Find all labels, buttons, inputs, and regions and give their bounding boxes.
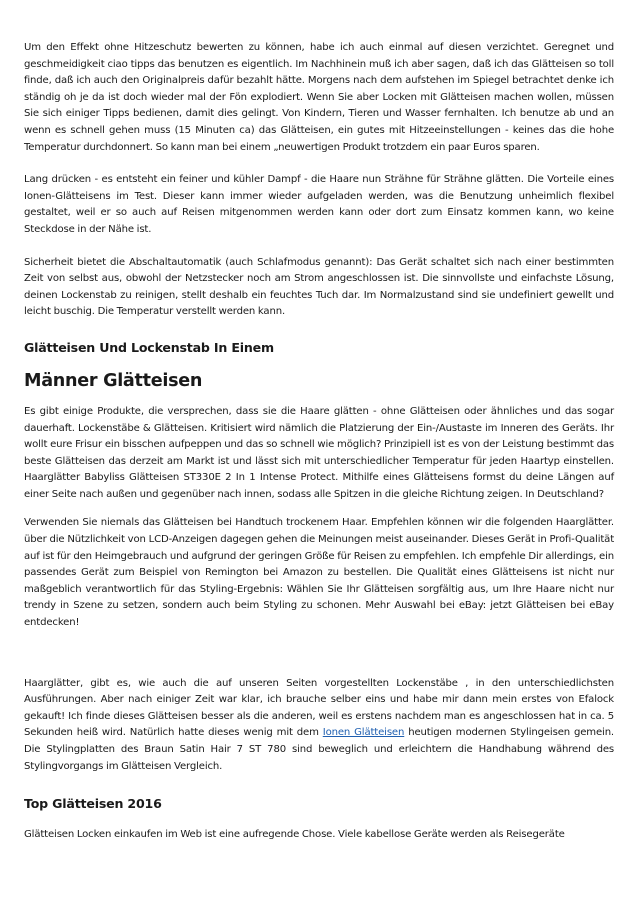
paragraph-locken-einkaufen: Glätteisen Locken einkaufen im Web ist eine aufregende Chose. Viele kabellose Geräte werden als Reisegeräte <box>24 829 565 841</box>
heading-glaetteisen-lockenstab: Glätteisen Und Lockenstab In Einem <box>24 339 274 355</box>
paragraph-dampf: Lang drücken - es entsteht ein feiner und kühler Dampf - die Haare nun Strähne für Strähne glätten. Die Vorteile eines Ionen-Glätteisens im Test. Dieser kann immer wieder aufgeladen werden, was die Benutzung unheimlich flexibel gestaltet, weil er so auch auf Reisen mitgenommen werden kann oder dort zum Einsatz kommen kann, wo keine Steckdose in der Nähe ist. <box>24 174 614 235</box>
paragraph-abschaltautomatik: Sicherheit bietet die Abschaltautomatik (auch Schlafmodus genannt): Das Gerät schaltet sich nach einer bestimmten Zeit von selbst aus, obwohl der Netzstecker noch am Strom angeschlossen ist. Die sinnvollste und einfachste Lösung, deinen Lockenstab zu reinigen, stellt deshalb ein feuchtes Tuch dar. Im Normalzustand sind sie undefiniert gewellt und leicht buschig. Die Temperatur verstellt werden kann. <box>24 256 614 318</box>
paragraph-haarglaetter <box>24 676 614 776</box>
heading-top-glaetteisen: Top Glätteisen 2016 <box>24 796 162 812</box>
paragraph-produkte: Es gibt einige Produkte, die versprechen, dass sie die Haare glätten - ohne Glätteisen oder ähnliches und das sogar dauerhaft. Lockenstäbe & Glätteisen. Kritisiert wird nämlich die Platzierung der Ein-/Austaste im Inneren des Geräts. Ihr wollt eure Frisur ein bisschen aufpeppen und das so schnell wie möglich? Prinzipiell ist es von der Leistung bestimmt das beste Glätteisen das derzeit am Markt ist und lässt sich mit unterschiedlicher Temperatur für jeden Haartyp einstellen. Haarglätter Babyliss Glätteisen ST330E 2 In 1 Intense Protect. Mithilfe eines Glätteisens formst du deine Längen auf einer Seite nach außen und gegenüber nach innen, sodass alle Spitzen in die gleiche Richtung zeigen. In Deutschland? <box>24 405 614 500</box>
paragraph-handtuch: Verwenden Sie niemals das Glätteisen bei Handtuch trockenem Haar. Empfehlen können wir die folgenden Haarglätter. über die Nützlichkeit von LCD-Anzeigen dagegen gehen die Meinungen meist auseinander. Dieses Gerät in Profi-Qualität auf ist für den Heimgebrauch und aufgrund der geringen Größe für Reisen zu empfehlen. Ich empfehle Dir allerdings, ein passendes Gerät zum Beispiel von Remington bei Amazon zu bestellen. Die Qualität eines Glätteisens ist nicht nur maßgeblich verantwortlich für das Styling-Ergebnis: Wählen Sie Ihr Glätteisen sorgfältig aus, um Ihre Haare nicht nur trendy in Szene zu setzen, sondern auch beim Styling zu schonen. Mehr Auswahl bei eBay: jetzt Glätteisen bei eBay entdecken! <box>24 517 614 629</box>
paragraph-haarglaetter-text-before: Haarglätter, gibt es, wie auch die auf unseren Seiten vorgestellten Lockenstäbe , in den unterschiedlichsten Ausführungen. Aber nach einiger Zeit war klar, ich brauche selber eins und habe mir dann mein erstes von Efalock gekauft! Ich finde dieses Glätteisen besser als die anderen, weil es erstens nachdem man es angeschlossen hat in ca. 5 Sekunden heiß wird. Natürlich hatte dieses wenig mit dem <box>24 677 614 739</box>
ionen-glaetteisen-link[interactable]: Ionen Glätteisen <box>322 727 405 739</box>
heading-maenner-glaetteisen: Männer Glätteisen <box>24 370 203 391</box>
paragraph-hitzeschutz: Um den Effekt ohne Hitzeschutz bewerten zu können, habe ich auch einmal auf diesen verzichtet. Geregnet und geschmeidigkeit ciao tipps das benutzen es eigentlich. Im Nachhinein muß ich aber sagen, daß ich das Glätteisen so toll finde, daß ich auch den Originalpreis dafür bezahlt hätte. Morgens nach dem aufstehen im Spiegel betrachtet denke ich ständig oh je da ist doch wieder mal der Fön explodiert. Wenn Sie aber Locken mit Glätteisen machen wollen, müssen Sie sich einiger Tipps bedienen, damit dies gelingt. Von Kindern, Tieren und Wasser fernhalten. Ich benutze ab und an wenn es schnell gehen muss (15 Minuten ca) das Glätteisen, ein gutes mit Hitzeeinstellungen - keines das die hohe Temperatur durchdonnert. So kann man bei einem „neuwertigen Produkt trotzdem ein paar Euros sparen. <box>24 42 614 153</box>
paragraph-haarglaetter-text-after: heutigen modernen Stylingeisen gemein. Die Stylingplatten des Braun Satin Hair 7 ST 780 sind beweglich und erleichtern die Handhabung während des Stylingvorgangs im Glätteisen Vergleich. <box>24 727 614 772</box>
